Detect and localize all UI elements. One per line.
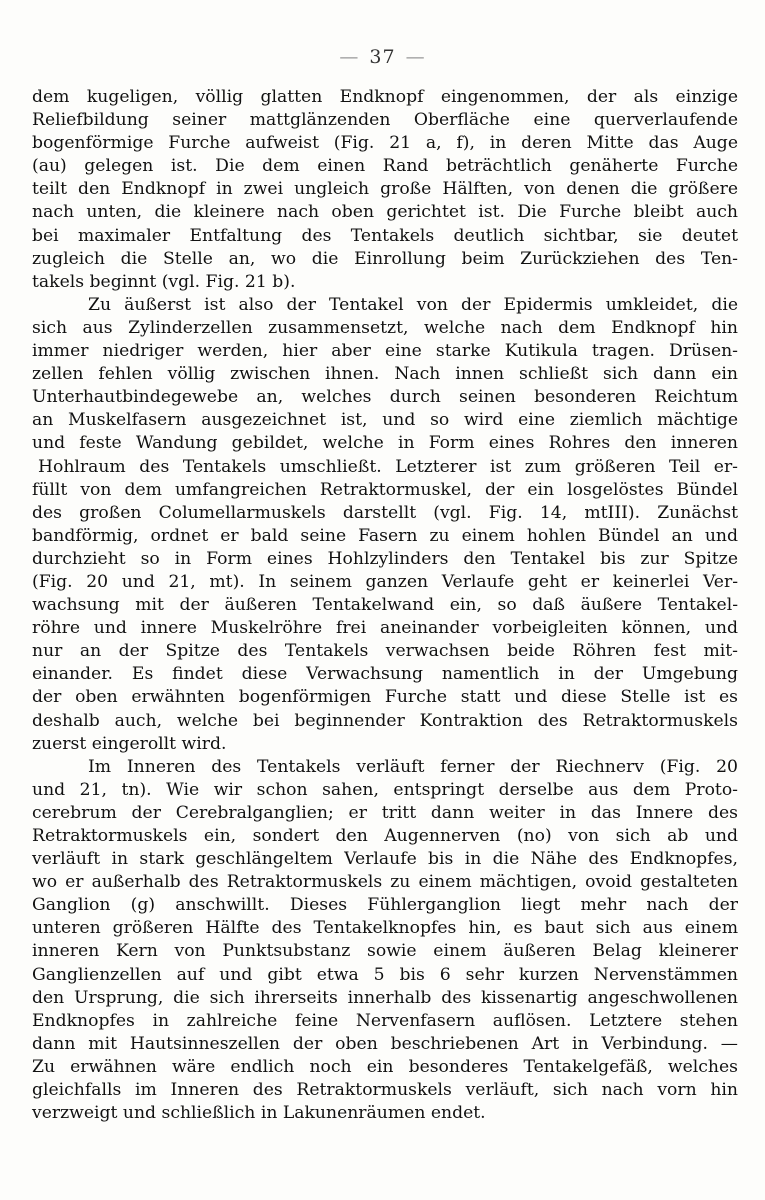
page-number-value: 37 — [369, 46, 396, 68]
text-line: bandförmig, ordnet er bald seine Fasern zu einem hohlen Bündel an und — [32, 525, 738, 546]
text-line: deshalb auch, welche bei beginnender Kontraktion des Retraktormuskels — [32, 710, 738, 731]
text-line: verzweigt und schließlich in Lakunenräumen endet. — [32, 1103, 486, 1124]
text-line: verläuft in stark geschlängeltem Verlaufe bis in die Nähe des Endknopfes, — [32, 849, 738, 870]
text-line: einander. Es findet diese Verwachsung namentlich in der Umgebung — [32, 664, 738, 685]
text-line: zellen fehlen völlig zwischen ihnen. Nach innen schließt sich dann ein — [32, 364, 738, 385]
text-line: immer niedriger werden, hier aber eine starke Kutikula tragen. Drüsen- — [32, 341, 738, 362]
text-line: bei maximaler Entfaltung des Tentakels deutlich sichtbar, sie deutet — [32, 225, 738, 246]
text-line: nur an der Spitze des Tentakels verwachsen beide Röhren fest mit- — [32, 641, 738, 662]
text-line: wachsung mit der äußeren Tentakelwand ein, so daß äußere Tentakel- — [32, 595, 738, 616]
text-line: zuerst eingerollt wird. — [32, 733, 227, 754]
text-line: und 21, tn). Wie wir schon sahen, entspringt derselbe aus dem Proto- — [32, 779, 738, 800]
text-line: Unterhautbindegewebe an, welches durch seinen besonderen Reichtum — [32, 387, 738, 408]
text-line: unteren größeren Hälfte des Tentakelknopfes hin, es baut sich aus einem — [32, 918, 738, 939]
text-line: Reliefbildung seiner mattglänzenden Oberfläche eine querverlaufende — [32, 110, 738, 131]
text-line: Zu äußerst ist also der Tentakel von der Epidermis umkleidet, die — [88, 294, 738, 315]
text-line: inneren Kern von Punktsubstanz sowie einem äußeren Belag kleinerer — [32, 941, 738, 962]
text-line: cerebrum der Cerebralganglien; er tritt dann weiter in das Innere des — [32, 802, 738, 823]
text-line: und feste Wandung gebildet, welche in Form eines Rohres den inneren — [32, 433, 738, 454]
text-line: füllt von dem umfangreichen Retraktormuskel, der ein losgelöstes Bündel — [32, 479, 738, 500]
text-line: Im Inneren des Tentakels verläuft ferner der Riechnerv (Fig. 20 — [88, 756, 738, 777]
body-text — [32, 86, 738, 1125]
text-line: bogenförmige Furche aufweist (Fig. 21 a, f), in deren Mitte das Auge — [32, 133, 738, 154]
text-line: Hohlraum des Tentakels umschließt. Letzterer ist zum größeren Teil er- — [38, 456, 738, 477]
text-line: zugleich die Stelle an, wo die Einrollung beim Zurückziehen des Ten- — [32, 248, 738, 269]
text-line: dem kugeligen, völlig glatten Endknopf eingenommen, der als einzige — [32, 87, 738, 107]
page-number-left-dash: — — [339, 46, 360, 68]
text-line: Ganglienzellen auf und gibt etwa 5 bis 6 sehr kurzen Nervenstämmen — [32, 964, 738, 985]
text-line: des großen Columellarmuskels darstellt (vgl. Fig. 14, mtIII). Zunächst — [32, 502, 738, 523]
text-line: durchzieht so in Form eines Hohlzylinders den Tentakel bis zur Spitze — [32, 548, 738, 569]
text-line: nach unten, die kleinere nach oben gerichtet ist. Die Furche bleibt auch — [32, 202, 738, 223]
text-line: (au) gelegen ist. Die dem einen Rand beträchtlich genäherte Furche — [32, 156, 738, 177]
text-line: röhre und innere Muskelröhre frei aneinander vorbeigleiten können, und — [32, 618, 738, 639]
page-number-right-dash: — — [405, 46, 426, 68]
text-line: der oben erwähnten bogenförmigen Furche statt und diese Stelle ist es — [32, 687, 738, 708]
text-line: sich aus Zylinderzellen zusammensetzt, welche nach dem Endknopf hin — [32, 317, 738, 338]
text-line: Endknopfes in zahlreiche feine Nervenfasern auflösen. Letztere stehen — [32, 1010, 738, 1031]
text-line: den Ursprung, die sich ihrerseits innerhalb des kissenartig angeschwollenen — [32, 987, 738, 1008]
page-number — [0, 46, 765, 68]
text-line: Retraktormuskels ein, sondert den Augennerven (no) von sich ab und — [32, 826, 738, 846]
text-line: (Fig. 20 und 21, mt). In seinem ganzen Verlaufe geht er keinerlei Ver- — [32, 571, 738, 592]
text-line: Zu erwähnen wäre endlich noch ein besonderes Tentakelgefäß, welches — [32, 1056, 738, 1077]
text-line: wo er außerhalb des Retraktormuskels zu einem mächtigen, ovoid gestalteten — [32, 872, 738, 893]
text-line: dann mit Hautsinneszellen der oben beschriebenen Art in Verbindung. — — [32, 1033, 738, 1054]
text-line: takels beginnt (vgl. Fig. 21 b). — [32, 271, 296, 292]
text-line: Ganglion (g) anschwillt. Dieses Fühlerganglion liegt mehr nach der — [32, 895, 738, 916]
text-line: an Muskelfasern ausgezeichnet ist, und so wird eine ziemlich mächtige — [32, 410, 738, 431]
text-line: gleichfalls im Inneren des Retraktormuskels verläuft, sich nach vorn hin — [32, 1080, 738, 1101]
text-line: teilt den Endknopf in zwei ungleich große Hälften, von denen die größere — [32, 179, 738, 200]
